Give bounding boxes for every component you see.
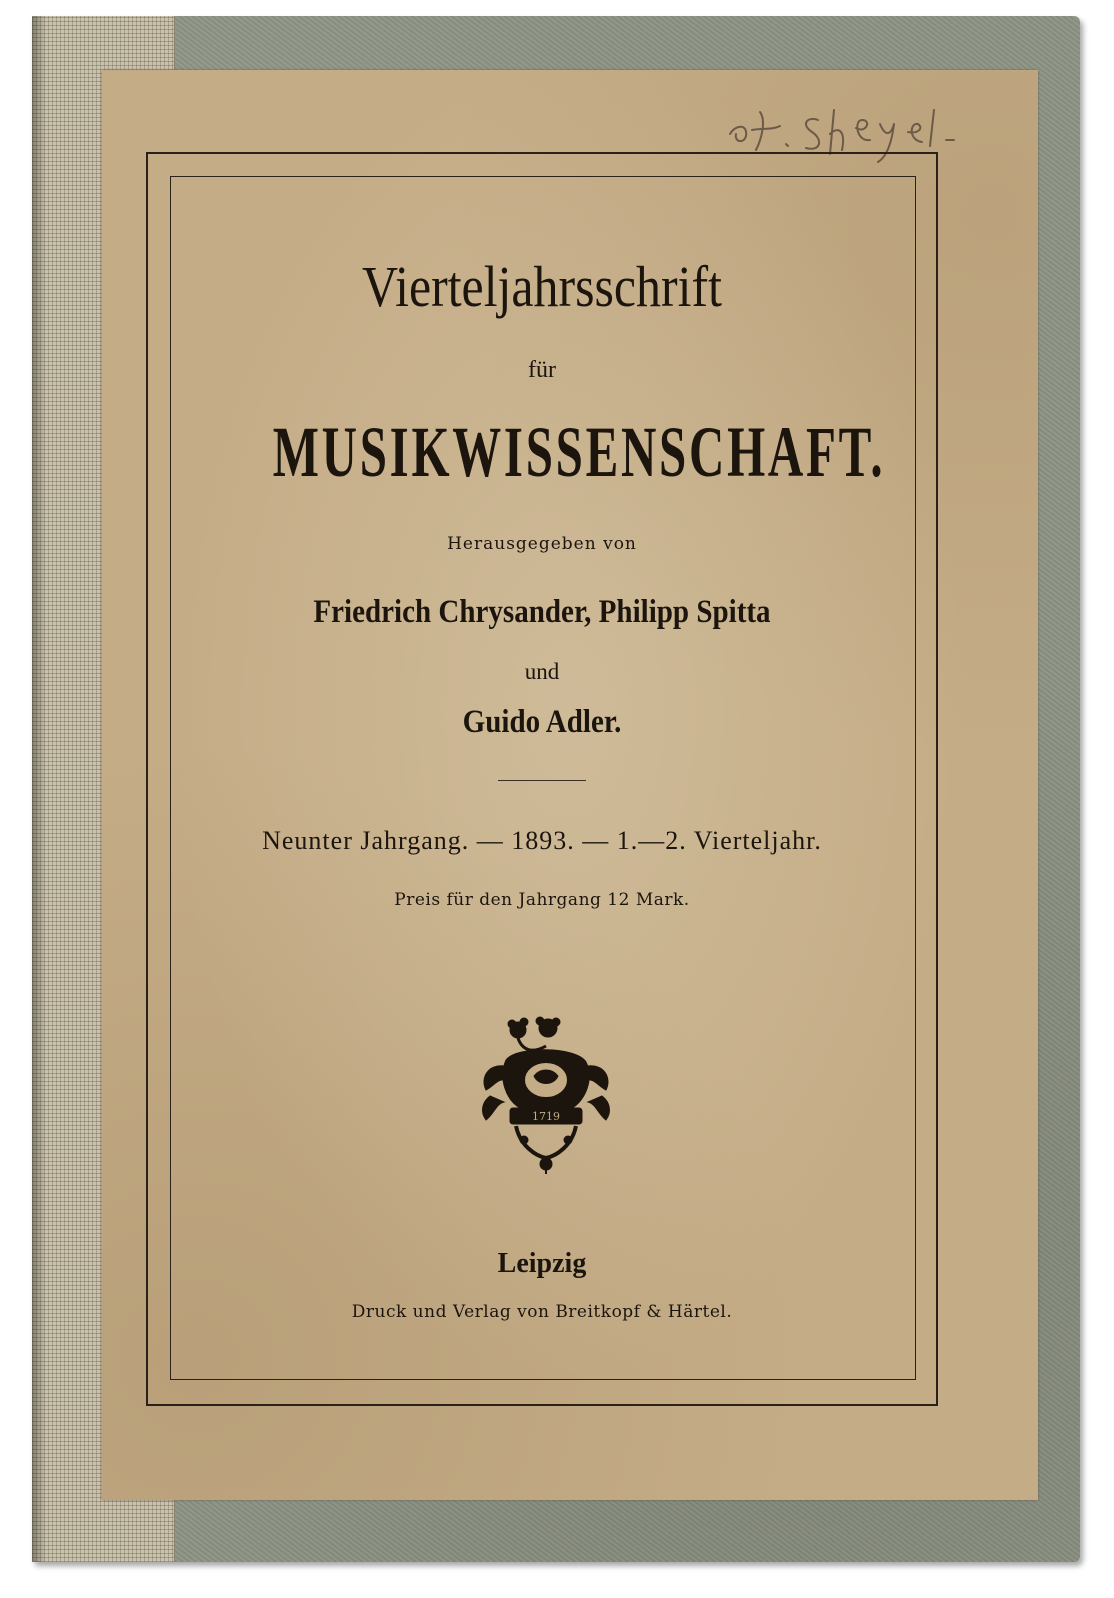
journal-subject: MUSIKWISSENSCHAFT. (272, 412, 886, 492)
und-word: und (524, 659, 560, 684)
publisher-vignette-emblem (476, 1016, 616, 1176)
vignette-date: 1719 (532, 1110, 560, 1123)
publisher-line: Druck und Verlag von Breitkopf & Härtel. (351, 1302, 733, 1322)
price-text: Preis für den Jahrgang 12 Mark. (394, 890, 690, 910)
volume-info: Neunter Jahrgang. — 1893. — 1.—2. Vierteljahr. (262, 826, 822, 855)
spine-shadow (32, 16, 46, 1562)
edited-by-text: Herausgegeben von (447, 534, 637, 554)
publication-place: Leipzig (497, 1248, 587, 1279)
divider-rule (498, 780, 586, 781)
fuer-word: für (528, 357, 556, 383)
editors-line-2: Guido Adler. (462, 704, 622, 740)
journal-title: Vierteljahrsschrift (362, 254, 722, 319)
editors-line-1: Friedrich Chrysander, Philipp Spitta (313, 594, 771, 630)
